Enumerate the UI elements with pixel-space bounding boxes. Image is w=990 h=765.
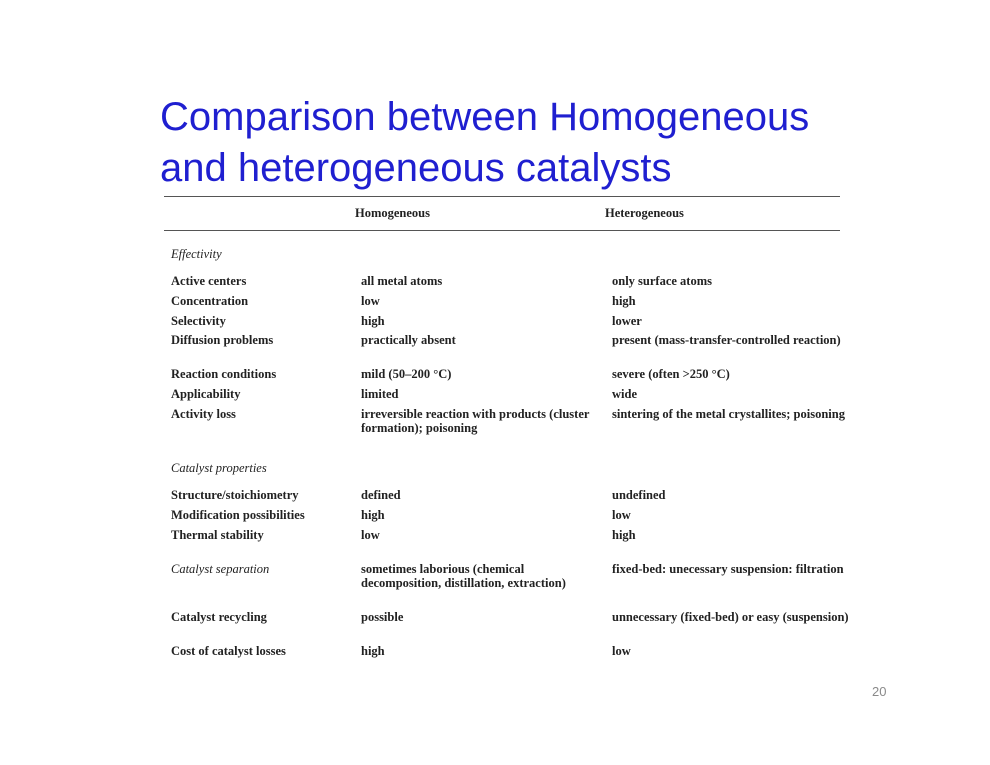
column-header-homogeneous: Homogeneous (355, 206, 430, 220)
row-label: Cost of catalyst losses (171, 644, 286, 658)
row-label: Concentration (171, 294, 249, 308)
heterogeneous-value: only surface atoms (612, 274, 712, 288)
homogeneous-value: high (361, 508, 385, 522)
homogeneous-value: low (361, 528, 380, 542)
homogeneous-value: defined (361, 488, 401, 502)
table-header-rule (164, 230, 840, 231)
row-label: Diffusion problems (171, 333, 274, 347)
table-top-rule (164, 196, 840, 197)
section-catalyst-properties: Catalyst properties (171, 461, 267, 475)
row-label: Applicability (171, 387, 241, 401)
row-label: Structure/stoichiometry (171, 488, 299, 502)
heterogeneous-value: high (612, 528, 636, 542)
row-label: Catalyst recycling (171, 610, 267, 624)
heterogeneous-value: unnecessary (fixed-bed) or easy (suspension) (612, 610, 849, 624)
row-label: Catalyst separation (171, 562, 270, 576)
title-line-1: Comparison between Homogeneous (160, 95, 810, 139)
row-label: Activity loss (171, 407, 236, 421)
heterogeneous-value: undefined (612, 488, 666, 502)
heterogeneous-value: low (612, 644, 631, 658)
row-label: Reaction conditions (171, 367, 277, 381)
row-label: Modification possibilities (171, 508, 305, 522)
row-label: Thermal stability (171, 528, 264, 542)
heterogeneous-value: sintering of the metal crystallites; poisoning (612, 407, 845, 421)
homogeneous-value: high (361, 314, 385, 328)
homogeneous-value: limited (361, 387, 399, 401)
homogeneous-value: low (361, 294, 380, 308)
title-line-2: and heterogeneous catalysts (160, 146, 672, 190)
homogeneous-value: mild (50–200 °C) (361, 367, 452, 381)
homogeneous-value: all metal atoms (361, 274, 443, 288)
slide-title (160, 92, 920, 194)
column-header-heterogeneous: Heterogeneous (605, 206, 684, 220)
section-effectivity: Effectivity (171, 247, 222, 261)
row-label: Active centers (171, 274, 247, 288)
heterogeneous-value: present (mass-transfer-controlled reaction) (612, 333, 841, 347)
homogeneous-value: high (361, 644, 385, 658)
heterogeneous-value: high (612, 294, 636, 308)
heterogeneous-value: fixed-bed: unecessary suspension: filtration (612, 562, 844, 576)
heterogeneous-value: lower (612, 314, 642, 328)
heterogeneous-value: wide (612, 387, 637, 401)
homogeneous-value: irreversible reaction with products (cluster formation); poisoning (361, 407, 590, 435)
row-label: Selectivity (171, 314, 226, 328)
page-number: 20 (872, 684, 887, 699)
homogeneous-value: practically absent (361, 333, 456, 347)
homogeneous-value: possible (361, 610, 404, 624)
heterogeneous-value: low (612, 508, 631, 522)
homogeneous-value: sometimes laborious (chemical decomposition, distillation, extraction) (361, 562, 566, 590)
heterogeneous-value: severe (often >250 °C) (612, 367, 730, 381)
